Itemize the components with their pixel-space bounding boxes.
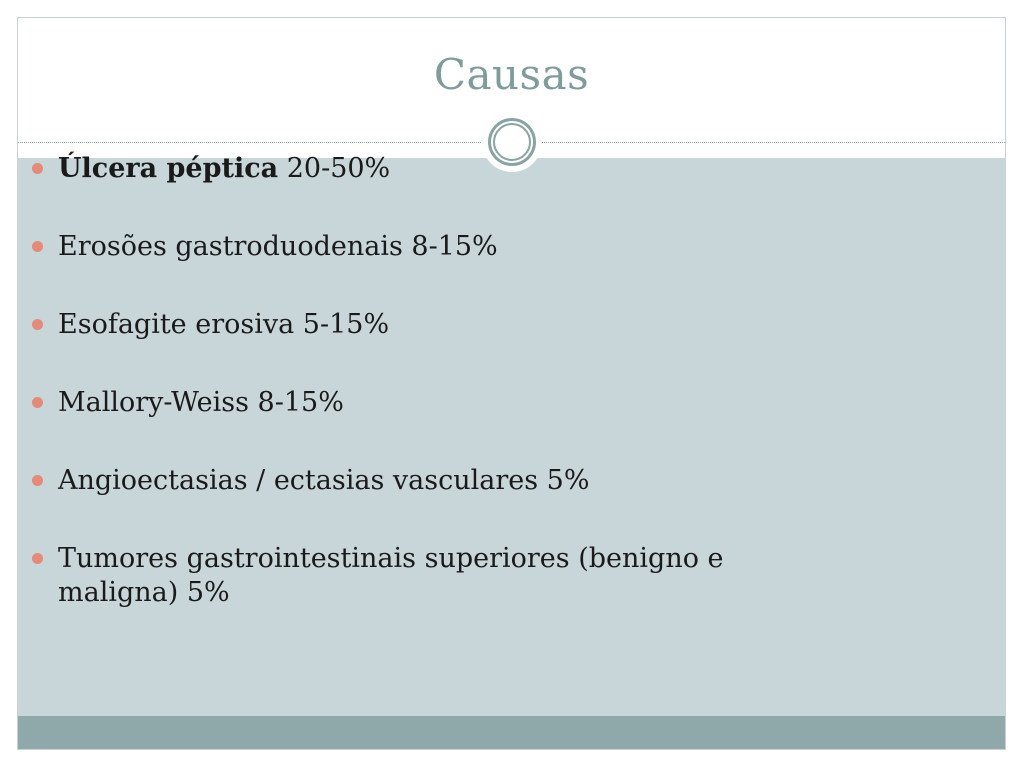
bullet-dot-icon bbox=[32, 553, 43, 564]
bullet-dot-icon bbox=[32, 397, 43, 408]
bullet-text: Esofagite erosiva 5-15% bbox=[58, 309, 390, 340]
bullet-text: Erosões gastroduodenais 8-15% bbox=[58, 231, 498, 262]
bullet-dot-icon bbox=[32, 163, 43, 174]
slide-title: Causas bbox=[433, 50, 590, 99]
bullet-list bbox=[30, 152, 830, 654]
bullet-item-angioectasias bbox=[30, 464, 830, 498]
bullet-item-tumores bbox=[30, 542, 818, 610]
bullet-text: 20-50% bbox=[278, 153, 391, 184]
bullet-text: Mallory-Weiss 8-15% bbox=[58, 387, 344, 418]
bullet-dot-icon bbox=[32, 319, 43, 330]
footer-band bbox=[18, 716, 1005, 750]
bullet-text: Tumores gastrointestinais superiores (benigno e maligna) 5% bbox=[58, 543, 724, 608]
bullet-item-ulcera-peptica bbox=[30, 152, 830, 186]
bullet-dot-icon bbox=[32, 241, 43, 252]
bullet-item-mallory-weiss bbox=[30, 386, 830, 420]
bullet-item-esofagite bbox=[30, 308, 830, 342]
bullet-bold-text: Úlcera péptica bbox=[58, 153, 279, 184]
bullet-dot-icon bbox=[32, 475, 43, 486]
bullet-text: Angioectasias / ectasias vasculares 5% bbox=[58, 465, 590, 496]
bullet-item-erosoes bbox=[30, 230, 830, 264]
